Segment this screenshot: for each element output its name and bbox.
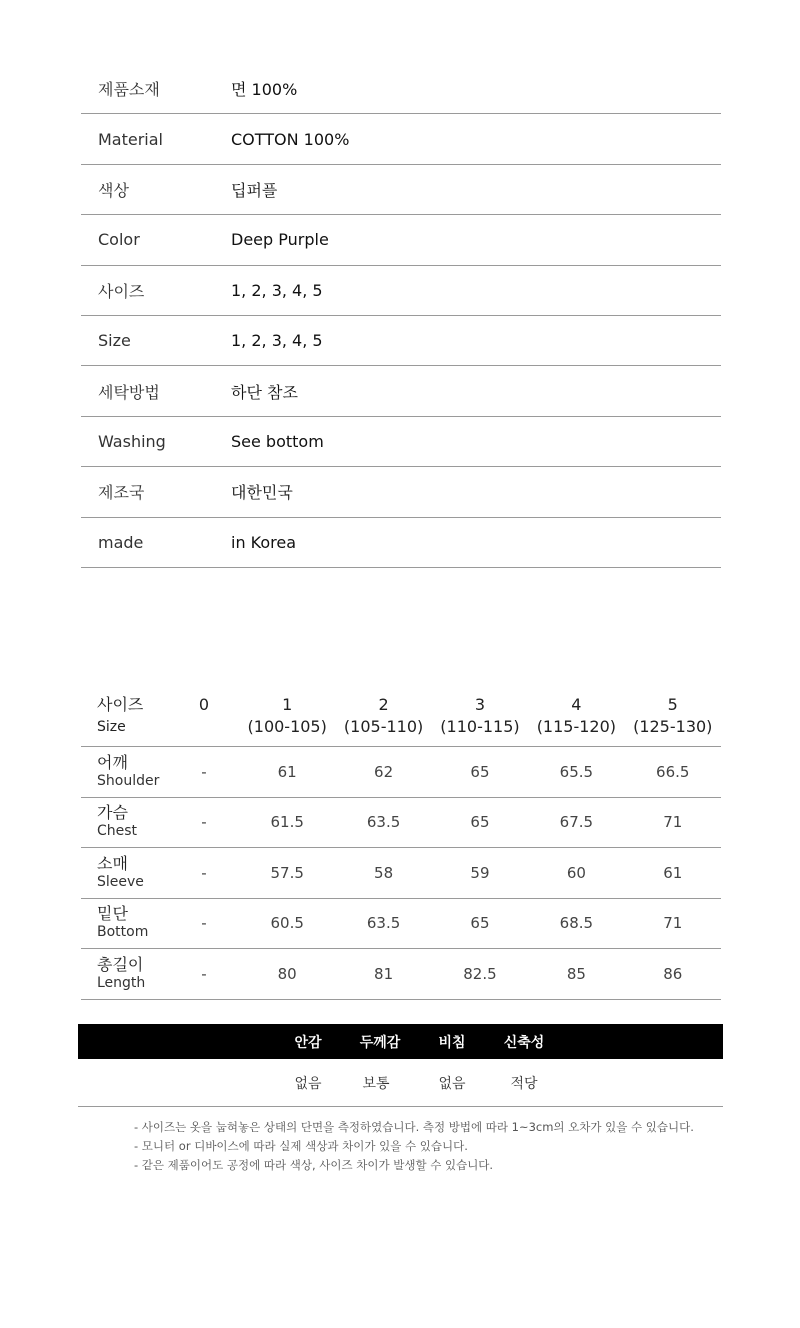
info-value: in Korea — [231, 532, 297, 552]
size-col-2 — [335, 690, 431, 746]
size-col-1 — [239, 690, 335, 746]
info-label: 세탁방법 — [98, 382, 160, 402]
property-value-thickness: 보통 — [362, 1076, 390, 1092]
measure-label-ko: 소매 — [97, 853, 128, 873]
property-header-lining: 안감 — [294, 1035, 322, 1051]
size-col-number: 0 — [198, 695, 210, 714]
info-row-material-en — [81, 114, 721, 164]
size-cell: 63.5 — [366, 813, 401, 832]
note-variation: - 같은 제품이어도 공정에 따라 색상, 사이즈 차이가 발생할 수 있습니다. — [134, 1158, 494, 1172]
size-cell: 81 — [374, 964, 394, 983]
property-header-stretch: 신축성 — [503, 1035, 545, 1051]
info-value: 딥퍼플 — [231, 180, 278, 200]
measure-label — [81, 905, 169, 941]
size-cell: 65 — [470, 813, 490, 832]
measure-label-en: Shoulder — [97, 772, 160, 789]
size-cell: 63.5 — [366, 914, 401, 933]
size-row-bottom — [81, 899, 721, 950]
size-cell: 57.5 — [270, 863, 304, 882]
info-value: 1, 2, 3, 4, 5 — [231, 280, 323, 300]
size-col-4 — [528, 690, 624, 746]
size-col-5 — [625, 690, 721, 746]
measure-label-ko: 어깨 — [97, 752, 128, 772]
property-value-stretch: 적당 — [510, 1076, 538, 1092]
size-cell: - — [201, 863, 207, 882]
size-header-en: Size — [97, 719, 126, 735]
info-row-washing-en — [81, 417, 721, 467]
note-measurement: - 사이즈는 옷을 눕혀놓은 상태의 단면을 측정하였습니다. 측정 방법에 따라 1~3cm의 오차가 있을 수 있습니다. — [134, 1120, 694, 1134]
size-col-range: (115-120) — [536, 717, 617, 736]
measure-label-ko: 밑단 — [97, 904, 128, 924]
size-cell: 66.5 — [656, 762, 690, 781]
info-value: 면 100% — [231, 80, 298, 100]
size-cell: 65.5 — [559, 762, 594, 781]
measure-label-en: Bottom — [97, 924, 149, 941]
property-header-sheerness: 비침 — [438, 1035, 466, 1051]
size-header-ko: 사이즈 — [97, 695, 144, 714]
property-header-thickness: 두께감 — [359, 1035, 401, 1051]
size-cell: 61 — [277, 762, 297, 781]
size-col-range: (105-110) — [343, 717, 424, 736]
measure-label-en: Length — [97, 974, 146, 991]
size-cell: 61 — [663, 863, 683, 882]
info-row-origin-en — [81, 518, 721, 568]
size-cell: 62 — [374, 762, 394, 781]
size-col-number: 5 — [667, 695, 678, 714]
info-label: 제조국 — [98, 483, 145, 503]
info-label: made — [98, 532, 144, 552]
info-label: 사이즈 — [98, 281, 145, 301]
size-cell: 71 — [663, 914, 683, 933]
size-cell: 71 — [663, 813, 683, 832]
measure-label — [81, 855, 169, 891]
size-cell: 86 — [663, 964, 683, 983]
measure-label-en: Sleeve — [97, 873, 144, 890]
size-cell: 61.5 — [270, 813, 304, 832]
measure-label — [81, 956, 169, 992]
info-row-size-en — [81, 316, 721, 366]
size-col-3 — [432, 690, 528, 746]
size-cell: 67.5 — [559, 813, 594, 832]
size-cell: 59 — [470, 863, 490, 882]
info-value: 하단 참조 — [231, 382, 298, 402]
fabric-property-header-bar — [78, 1024, 723, 1059]
info-row-color-en — [81, 215, 721, 265]
size-col-range: (110-115) — [440, 717, 520, 736]
info-label: Size — [98, 331, 131, 351]
info-label: Material — [98, 129, 163, 149]
size-row-length — [81, 949, 721, 1000]
info-row-origin-ko — [81, 467, 721, 517]
measure-label — [81, 754, 169, 790]
size-cell: - — [201, 762, 207, 781]
size-cell: 85 — [566, 964, 586, 983]
size-col-range: (100-105) — [247, 717, 327, 736]
info-row-size-ko — [81, 266, 721, 316]
size-col-number: 1 — [282, 695, 293, 714]
size-row-sleeve — [81, 848, 721, 899]
size-cell: 68.5 — [559, 914, 594, 933]
info-row-color-ko — [81, 165, 721, 215]
size-col-number: 2 — [378, 695, 389, 714]
fabric-property-values — [78, 1059, 723, 1107]
size-cell: 58 — [374, 863, 394, 882]
size-cell: 60 — [566, 863, 586, 882]
size-cell: - — [201, 813, 207, 832]
info-label: 제품소재 — [98, 80, 160, 100]
size-cell: 60.5 — [270, 914, 304, 933]
size-table-header — [81, 690, 721, 747]
size-col-0 — [169, 690, 239, 746]
measure-label-ko: 총길이 — [97, 954, 144, 974]
size-col-number: 3 — [474, 695, 486, 714]
measure-label-ko: 가슴 — [97, 803, 128, 823]
size-table — [81, 690, 721, 1000]
size-cell: 65 — [470, 762, 490, 781]
note-color: - 모니터 or 디바이스에 따라 실제 색상과 차이가 있을 수 있습니다. — [134, 1139, 468, 1153]
notes-section — [134, 1118, 724, 1175]
info-label: Color — [98, 230, 140, 250]
size-col-number: 4 — [571, 695, 582, 714]
measure-label-en: Chest — [97, 823, 138, 840]
info-value: 1, 2, 3, 4, 5 — [231, 331, 323, 351]
size-header-label — [81, 690, 169, 746]
info-label: Washing — [98, 431, 166, 451]
measure-label — [81, 804, 169, 840]
info-value: See bottom — [231, 431, 324, 451]
property-value-lining: 없음 — [294, 1076, 322, 1092]
info-value: Deep Purple — [231, 230, 329, 250]
product-info-table — [81, 64, 721, 568]
property-value-sheerness: 없음 — [438, 1076, 466, 1092]
size-row-shoulder — [81, 747, 721, 798]
size-cell: - — [201, 914, 207, 933]
info-row-material-ko — [81, 64, 721, 114]
size-col-range: (125-130) — [633, 717, 713, 736]
size-cell: - — [201, 964, 207, 983]
size-cell: 82.5 — [463, 964, 497, 983]
size-cell: 65 — [470, 914, 490, 933]
size-row-chest — [81, 798, 721, 849]
info-value: COTTON 100% — [231, 129, 350, 149]
info-value: 대한민국 — [231, 483, 293, 503]
size-cell: 80 — [277, 964, 297, 983]
info-row-washing-ko — [81, 366, 721, 416]
info-label: 색상 — [98, 180, 129, 200]
